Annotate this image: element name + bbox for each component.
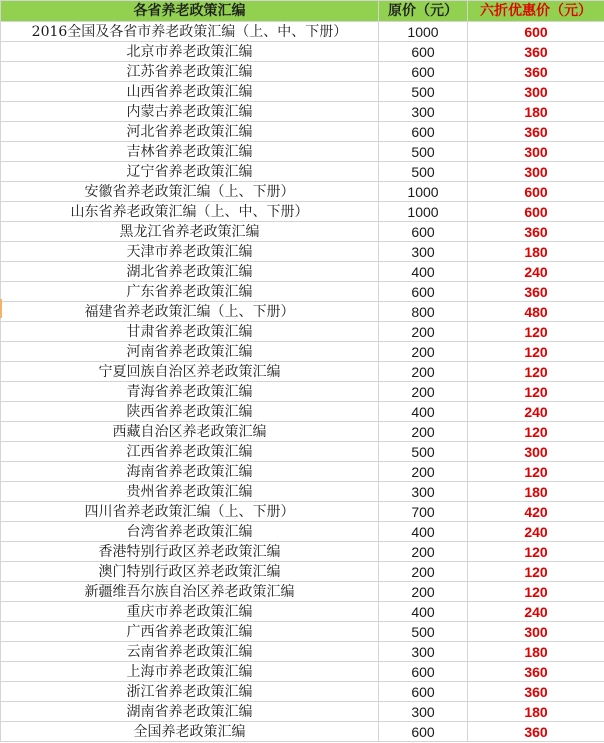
cell-discount[interactable]: 180 [468, 642, 604, 662]
cell-discount[interactable]: 240 [468, 402, 604, 422]
table-row [1, 402, 604, 422]
table-row [1, 122, 604, 142]
cell-name[interactable]: 辽宁省养老政策汇编 [1, 162, 379, 182]
cell-price[interactable]: 200 [379, 322, 468, 342]
cell-discount[interactable]: 300 [468, 142, 604, 162]
table-row [1, 722, 604, 742]
cell-discount[interactable]: 180 [468, 242, 604, 262]
cell-price[interactable]: 400 [379, 602, 468, 622]
cell-price[interactable]: 600 [379, 662, 468, 682]
cell-price[interactable]: 200 [379, 382, 468, 402]
table-row [1, 702, 604, 722]
cell-discount[interactable]: 420 [468, 502, 604, 522]
cell-discount[interactable]: 120 [468, 422, 604, 442]
cell-price[interactable]: 500 [379, 442, 468, 462]
cell-discount[interactable]: 180 [468, 102, 604, 122]
table-row [1, 62, 604, 82]
cell-discount[interactable]: 600 [468, 202, 604, 222]
cell-price[interactable]: 200 [379, 462, 468, 482]
cell-name[interactable]: 云南省养老政策汇编 [1, 642, 379, 662]
header-discount-cell[interactable]: 六折优惠价（元） [468, 1, 604, 22]
cell-name[interactable]: 吉林省养老政策汇编 [1, 142, 379, 162]
cell-name[interactable]: 浙江省养老政策汇编 [1, 682, 379, 702]
cell-discount[interactable]: 360 [468, 122, 604, 142]
cell-discount[interactable]: 120 [468, 322, 604, 342]
cell-discount[interactable]: 180 [468, 702, 604, 722]
cell-price[interactable]: 600 [379, 722, 468, 742]
cell-discount[interactable]: 240 [468, 602, 604, 622]
table-row [1, 42, 604, 62]
table-row [1, 362, 604, 382]
table-row [1, 442, 604, 462]
cell-discount[interactable]: 480 [468, 302, 604, 322]
cell-price[interactable]: 300 [379, 102, 468, 122]
cell-discount[interactable]: 120 [468, 342, 604, 362]
cell-name[interactable]: 江苏省养老政策汇编 [1, 62, 379, 82]
cell-price[interactable]: 200 [379, 562, 468, 582]
cell-price[interactable]: 500 [379, 162, 468, 182]
cell-name[interactable]: 贵州省养老政策汇编 [1, 482, 379, 502]
table-row [1, 302, 604, 322]
cell-name[interactable]: 四川省养老政策汇编（上、下册） [1, 502, 379, 522]
table-body [1, 22, 604, 742]
cell-name[interactable]: 河南省养老政策汇编 [1, 342, 379, 362]
cell-price[interactable]: 600 [379, 682, 468, 702]
cell-price[interactable]: 600 [379, 42, 468, 62]
table-row [1, 242, 604, 262]
cell-name[interactable]: 西藏自治区养老政策汇编 [1, 422, 379, 442]
cell-name[interactable]: 湖北省养老政策汇编 [1, 262, 379, 282]
cell-price[interactable]: 400 [379, 262, 468, 282]
table-row [1, 662, 604, 682]
cell-discount[interactable]: 120 [468, 562, 604, 582]
cell-discount[interactable]: 120 [468, 382, 604, 402]
cell-name[interactable]: 重庆市养老政策汇编 [1, 602, 379, 622]
cell-price[interactable]: 500 [379, 142, 468, 162]
table-row [1, 482, 604, 502]
cell-price[interactable]: 1000 [379, 202, 468, 222]
table-row [1, 682, 604, 702]
cell-name[interactable]: 宁夏回族自治区养老政策汇编 [1, 362, 379, 382]
cell-discount[interactable]: 360 [468, 282, 604, 302]
row-marker [0, 299, 2, 318]
cell-name[interactable]: 河北省养老政策汇编 [1, 122, 379, 142]
cell-discount[interactable]: 120 [468, 362, 604, 382]
table-row [1, 422, 604, 442]
cell-name[interactable]: 全国养老政策汇编 [1, 722, 379, 742]
cell-name[interactable]: 天津市养老政策汇编 [1, 242, 379, 262]
table-header [1, 1, 604, 22]
cell-name[interactable]: 2016全国及各省市养老政策汇编（上、中、下册） [1, 22, 379, 42]
table-row [1, 202, 604, 222]
cell-price[interactable]: 400 [379, 522, 468, 542]
cell-discount[interactable]: 120 [468, 462, 604, 482]
table-row [1, 162, 604, 182]
cell-name[interactable]: 陕西省养老政策汇编 [1, 402, 379, 422]
cell-discount[interactable]: 360 [468, 662, 604, 682]
table-row [1, 602, 604, 622]
cell-name[interactable]: 黑龙江省养老政策汇编 [1, 222, 379, 242]
cell-name[interactable]: 青海省养老政策汇编 [1, 382, 379, 402]
table-row [1, 22, 604, 42]
cell-discount[interactable]: 240 [468, 522, 604, 542]
cell-price[interactable]: 700 [379, 502, 468, 522]
cell-discount[interactable]: 300 [468, 82, 604, 102]
cell-name[interactable]: 广西省养老政策汇编 [1, 622, 379, 642]
cell-price[interactable]: 500 [379, 82, 468, 102]
cell-price[interactable]: 200 [379, 542, 468, 562]
cell-discount[interactable]: 600 [468, 22, 604, 42]
cell-price[interactable]: 1000 [379, 182, 468, 202]
cell-discount[interactable]: 240 [468, 262, 604, 282]
cell-price[interactable]: 300 [379, 482, 468, 502]
cell-price[interactable]: 200 [379, 582, 468, 602]
cell-price[interactable]: 500 [379, 622, 468, 642]
cell-discount[interactable]: 600 [468, 182, 604, 202]
cell-price[interactable]: 600 [379, 122, 468, 142]
cell-name[interactable]: 北京市养老政策汇编 [1, 42, 379, 62]
cell-discount[interactable]: 120 [468, 542, 604, 562]
cell-name[interactable]: 山西省养老政策汇编 [1, 82, 379, 102]
table-row [1, 582, 604, 602]
table-row [1, 142, 604, 162]
table-row [1, 642, 604, 662]
cell-discount[interactable]: 360 [468, 682, 604, 702]
cell-price[interactable]: 200 [379, 362, 468, 382]
cell-name[interactable]: 海南省养老政策汇编 [1, 462, 379, 482]
cell-name[interactable]: 香港特别行政区养老政策汇编 [1, 542, 379, 562]
table-row [1, 262, 604, 282]
table-row [1, 182, 604, 202]
cell-price[interactable]: 200 [379, 342, 468, 362]
cell-name[interactable]: 台湾省养老政策汇编 [1, 522, 379, 542]
header-name-cell[interactable]: 各省养老政策汇编 [1, 1, 379, 22]
cell-discount[interactable]: 120 [468, 582, 604, 602]
cell-price[interactable]: 1000 [379, 22, 468, 42]
table-row [1, 522, 604, 542]
cell-name[interactable]: 福建省养老政策汇编（上、下册） [1, 302, 379, 322]
cell-price[interactable]: 600 [379, 282, 468, 302]
table-row [1, 382, 604, 402]
table-row [1, 222, 604, 242]
cell-discount[interactable]: 360 [468, 722, 604, 742]
header-price-cell[interactable]: 原价（元） [379, 1, 468, 22]
cell-discount[interactable]: 360 [468, 62, 604, 82]
table-row [1, 622, 604, 642]
cell-name[interactable]: 内蒙古养老政策汇编 [1, 102, 379, 122]
table-row [1, 322, 604, 342]
table-row [1, 342, 604, 362]
cell-discount[interactable]: 180 [468, 482, 604, 502]
table-row [1, 562, 604, 582]
cell-price[interactable]: 600 [379, 62, 468, 82]
table-row [1, 102, 604, 122]
cell-price[interactable]: 300 [379, 702, 468, 722]
cell-price[interactable]: 200 [379, 422, 468, 442]
cell-name[interactable]: 湖南省养老政策汇编 [1, 702, 379, 722]
cell-name[interactable]: 江西省养老政策汇编 [1, 442, 379, 462]
table-row [1, 82, 604, 102]
table-row [1, 502, 604, 522]
cell-name[interactable]: 甘肃省养老政策汇编 [1, 322, 379, 342]
cell-name[interactable]: 安徽省养老政策汇编（上、下册） [1, 182, 379, 202]
cell-price[interactable]: 300 [379, 242, 468, 262]
cell-price[interactable]: 400 [379, 402, 468, 422]
cell-discount[interactable]: 300 [468, 442, 604, 462]
cell-discount[interactable]: 360 [468, 42, 604, 62]
table-row [1, 462, 604, 482]
cell-discount[interactable]: 300 [468, 162, 604, 182]
cell-price[interactable]: 800 [379, 302, 468, 322]
table-row [1, 282, 604, 302]
cell-name[interactable]: 山东省养老政策汇编（上、中、下册） [1, 202, 379, 222]
table-row [1, 542, 604, 562]
cell-price[interactable]: 300 [379, 642, 468, 662]
cell-discount[interactable]: 300 [468, 622, 604, 642]
cell-name[interactable]: 新疆维吾尔族自治区养老政策汇编 [1, 582, 379, 602]
cell-name[interactable]: 广东省养老政策汇编 [1, 282, 379, 302]
cell-name[interactable]: 澳门特别行政区养老政策汇编 [1, 562, 379, 582]
cell-name[interactable]: 上海市养老政策汇编 [1, 662, 379, 682]
header-row [1, 1, 604, 22]
cell-discount[interactable]: 360 [468, 222, 604, 242]
cell-price[interactable]: 600 [379, 222, 468, 242]
